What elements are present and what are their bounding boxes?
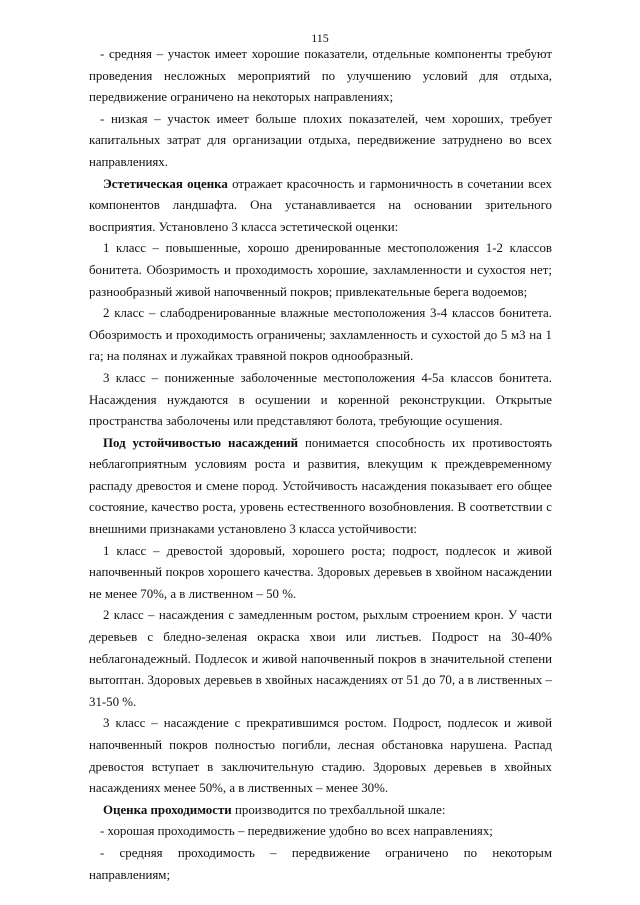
paragraph-text: - хорошая проходимость – передвижение удобно во всех направлениях; <box>100 824 493 839</box>
paragraph-stability-class-3 <box>89 713 552 799</box>
paragraph-stability-class-2 <box>89 605 552 713</box>
paragraph-text: 1 класс – повышенные, хорошо дренированные местоположения 1-2 классов бонитета. Обозримость и проходимость хорошие, захламленности и сухостоя нет; разнообразный живой напочвенный покров; привлекательные берега водоемов; <box>89 241 552 299</box>
paragraph-passability <box>89 800 552 822</box>
paragraph-medium-passability <box>89 843 552 886</box>
paragraph-low-rating <box>89 109 552 174</box>
document-body <box>89 44 552 886</box>
page-number: 115 <box>311 31 329 45</box>
paragraph-text: производится по трехбалльной шкале: <box>231 802 446 817</box>
paragraph-medium-rating <box>89 44 552 109</box>
term-bold: Эстетическая оценка <box>103 176 228 191</box>
paragraph-text: отражает красочность и гармоничность в сочетании всех компонентов ландшафта. Она устанавливается на основании зрительного восприятия. Установлено 3 класса эстетической оценки: <box>89 176 552 234</box>
paragraph-aesthetic-class-1 <box>89 238 552 303</box>
term-bold: Под устойчивостью насаждений <box>103 435 299 450</box>
paragraph-text: - средняя – участок имеет хорошие показатели, отдельные компоненты требуют проведения несложных мероприятий по улучшению условий для отдыха, передвижение ограничено на некоторых направлениях; <box>89 47 552 105</box>
paragraph-aesthetic-class-3 <box>89 368 552 433</box>
paragraph-text: 2 класс – слабодренированные влажные местоположения 3-4 классов бонитета. Обозримость и проходимость ограничены; захламленность и сухостой до 5 м3 на 1 га; на полянах и лужайках травяной покров однообразный. <box>89 306 552 364</box>
paragraph-text: понимается способность их противостоять неблагоприятным условиям роста и развития, влекущим к преждевременному распаду древостоя и смене пород. Устойчивость насаждения показывает его общее состояние, качество роста, уровень естественного возобновления. В соответствии с внешними признаками установлено 3 класса устойчивости: <box>89 435 552 537</box>
term-bold: Оценка проходимости <box>103 802 232 817</box>
paragraph-text: - средняя проходимость – передвижение ограничено по некоторым направлениям; <box>89 845 552 882</box>
paragraph-text: 3 класс – пониженные заболоченные местоположения 4-5а классов бонитета. Насаждения нуждаются в осушении и коренной реконструкции. Открытые пространства заболочены или представляют болота, требующие осушения. <box>89 370 552 429</box>
paragraph-aesthetic-class-2 <box>89 303 552 368</box>
paragraph-stability-class-1 <box>89 541 552 606</box>
paragraph-text: 2 класс – насаждения с замедленным ростом, рыхлым строением крон. У части деревьев с бледно-зеленая окраска хвои или листьев. Подрост на 30-40% неблагонадежный. Подлесок и живой напочвенный покров в значительной степени вытоптан. Здоровых деревьев в хвойных насаждениях от 51 до 70, а в лиственных – 31-50 %. <box>89 608 552 709</box>
paragraph-text: 3 класс – насаждение с прекратившимся ростом. Подрост, подлесок и живой напочвенный покров полностью погибли, лесная обстановка нарушена. Распад древостоя вступает в заключительную стадию. Здоровых деревьев в хвойных насаждениях менее 50%, а в лиственных – менее 30%. <box>89 716 552 796</box>
paragraph-aesthetic-rating <box>89 174 552 239</box>
paragraph-text: 1 класс – древостой здоровый, хорошего роста; подрост, подлесок и живой напочвенный покров хорошего качества. Здоровых деревьев в хвойном насаждении не менее 70%, а в лиственном – 50 %. <box>89 543 552 601</box>
paragraph-good-passability <box>89 821 552 843</box>
paragraph-text: - низкая – участок имеет больше плохих показателей, чем хороших, требует капитальных затрат для организации отдыха, передвижение затруднено во всех направлениях. <box>89 111 552 169</box>
paragraph-stability <box>89 433 552 541</box>
